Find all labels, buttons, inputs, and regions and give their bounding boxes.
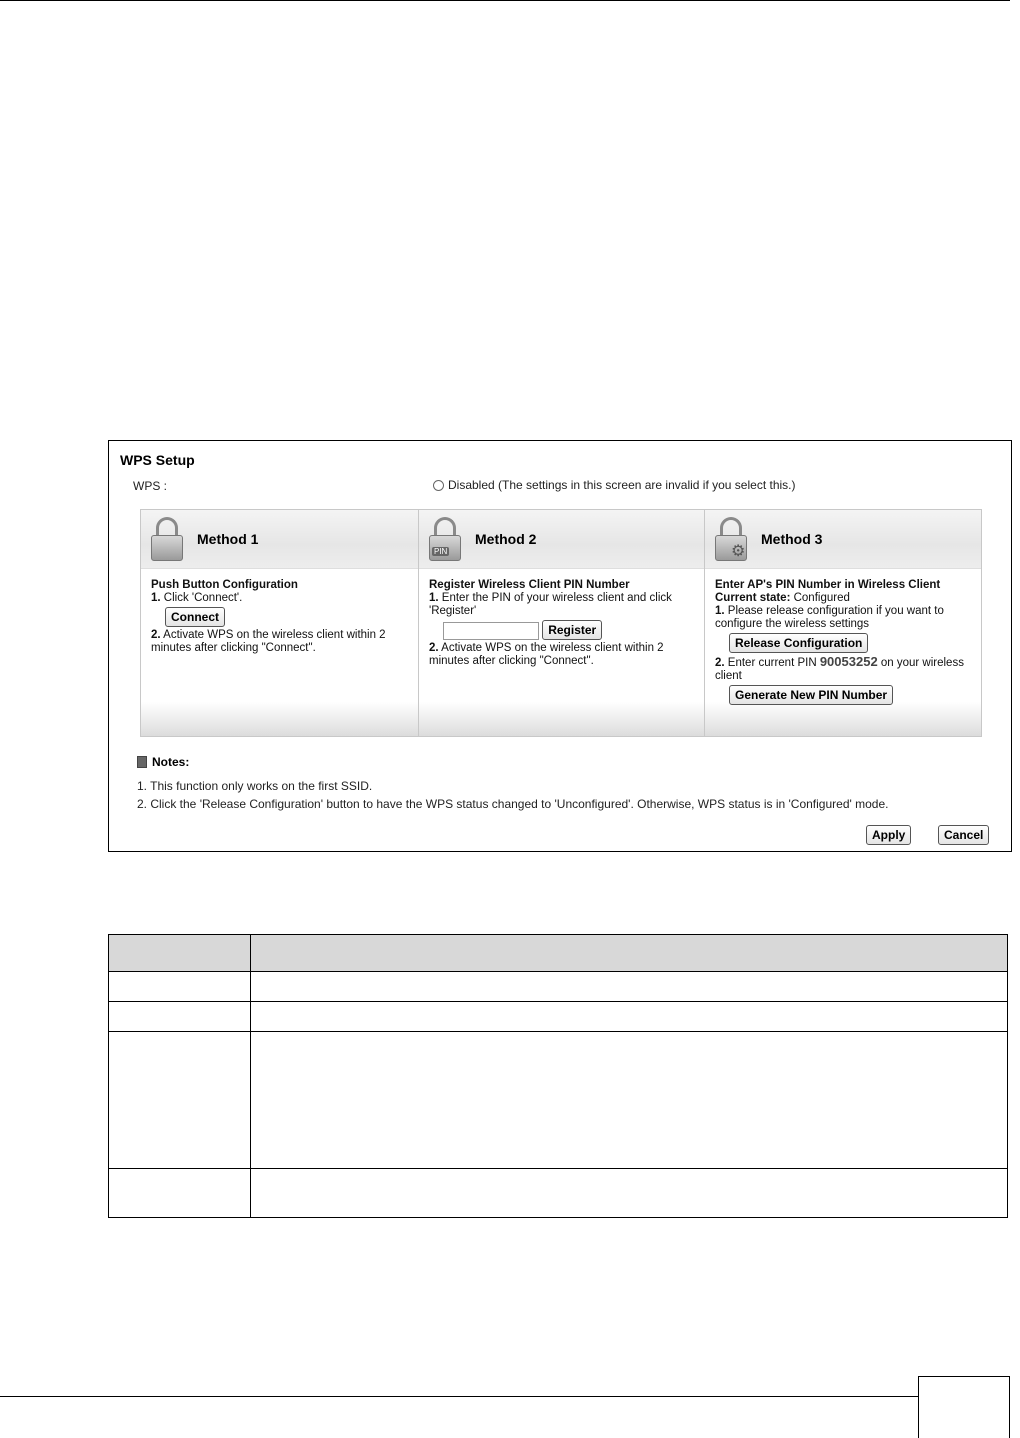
notes-heading xyxy=(137,755,189,769)
step-number: 2. xyxy=(715,657,725,669)
pin-lock-icon: PIN xyxy=(429,517,461,561)
table-row xyxy=(109,1169,1008,1218)
step-number: 1. xyxy=(429,592,439,604)
gear-lock-icon: ⚙ xyxy=(715,517,747,561)
method-2 xyxy=(418,510,704,736)
table-cell xyxy=(251,972,1008,1002)
table-cell xyxy=(251,1002,1008,1032)
current-state-value: Configured xyxy=(790,592,850,604)
notes-title: Notes: xyxy=(152,755,190,769)
table-cell xyxy=(109,1032,251,1169)
step-number: 2. xyxy=(429,642,439,654)
table-header-cell xyxy=(251,935,1008,972)
wps-disabled-radio[interactable] xyxy=(433,478,796,492)
method-2-header xyxy=(419,510,704,569)
method-1-heading: Push Button Configuration xyxy=(151,579,298,591)
lock-icon xyxy=(151,517,183,561)
method-2-title: Method 2 xyxy=(475,531,537,547)
method-1-header xyxy=(141,510,418,569)
top-rule xyxy=(0,0,1010,1)
method-3-step1: Please release configuration if you want to configure the wireless settings xyxy=(715,605,944,630)
method-2-step2: Activate WPS on the wireless client within 2 minutes after clicking "Connect". xyxy=(429,642,664,667)
table-row xyxy=(109,1032,1008,1169)
table-header-row xyxy=(109,935,1008,972)
method-3-step2-pre: Enter current PIN xyxy=(724,657,820,669)
method-3-title: Method 3 xyxy=(761,531,823,547)
bottom-rule xyxy=(0,1396,918,1397)
method-1-title: Method 1 xyxy=(197,531,259,547)
page-number-box xyxy=(918,1376,1010,1438)
wps-setup-panel xyxy=(108,440,1012,852)
panel-title: WPS Setup xyxy=(120,452,195,468)
step-number: 2. xyxy=(151,629,161,641)
current-pin: 90053252 xyxy=(819,654,878,669)
method-2-body xyxy=(419,569,704,678)
table-cell xyxy=(109,1002,251,1032)
table-row xyxy=(109,1002,1008,1032)
wps-label: WPS : xyxy=(133,479,168,493)
step-number: 1. xyxy=(715,605,725,617)
method-2-heading: Register Wireless Client PIN Number xyxy=(429,579,630,591)
method-3-header xyxy=(705,510,981,569)
methods-container xyxy=(140,509,982,737)
table-cell xyxy=(109,1169,251,1218)
method-3-body xyxy=(705,569,981,717)
method-3-heading: Enter AP's PIN Number in Wireless Client xyxy=(715,579,941,591)
register-button[interactable]: Register xyxy=(542,620,602,640)
cancel-button[interactable]: Cancel xyxy=(938,825,989,845)
connect-button[interactable]: Connect xyxy=(165,607,225,627)
note-2: 2. Click the 'Release Configuration' button to have the WPS status changed to 'Unconfigured'. Otherwise, WPS status is in 'Configured' mode. xyxy=(137,797,889,811)
method-3 xyxy=(704,510,981,736)
release-configuration-button[interactable]: Release Configuration xyxy=(729,633,868,653)
generate-pin-button[interactable]: Generate New PIN Number xyxy=(729,685,893,705)
current-state-label: Current state: xyxy=(715,592,791,604)
wps-disabled-label: Disabled (The settings in this screen are invalid if you select this.) xyxy=(448,478,796,492)
notes-icon xyxy=(137,756,147,768)
apply-button[interactable]: Apply xyxy=(866,825,911,845)
radio-circle-icon[interactable] xyxy=(433,480,444,491)
method-1-body xyxy=(141,569,418,665)
method-1-step2: Activate WPS on the wireless client within 2 minutes after clicking "Connect". xyxy=(151,629,386,654)
table-row xyxy=(109,972,1008,1002)
method-1 xyxy=(141,510,418,736)
table-cell xyxy=(109,972,251,1002)
table-cell xyxy=(251,1032,1008,1169)
step-number: 1. xyxy=(151,592,161,604)
description-table xyxy=(108,934,1008,1218)
table-cell xyxy=(251,1169,1008,1218)
method-1-step1: Click 'Connect'. xyxy=(160,592,243,604)
method-3-step2-post: on your wireless client xyxy=(715,657,964,682)
method-2-step1: Enter the PIN of your wireless client and click 'Register' xyxy=(429,592,672,617)
table-header-cell xyxy=(109,935,251,972)
client-pin-input[interactable] xyxy=(443,622,539,640)
note-1: 1. This function only works on the first SSID. xyxy=(137,779,373,793)
